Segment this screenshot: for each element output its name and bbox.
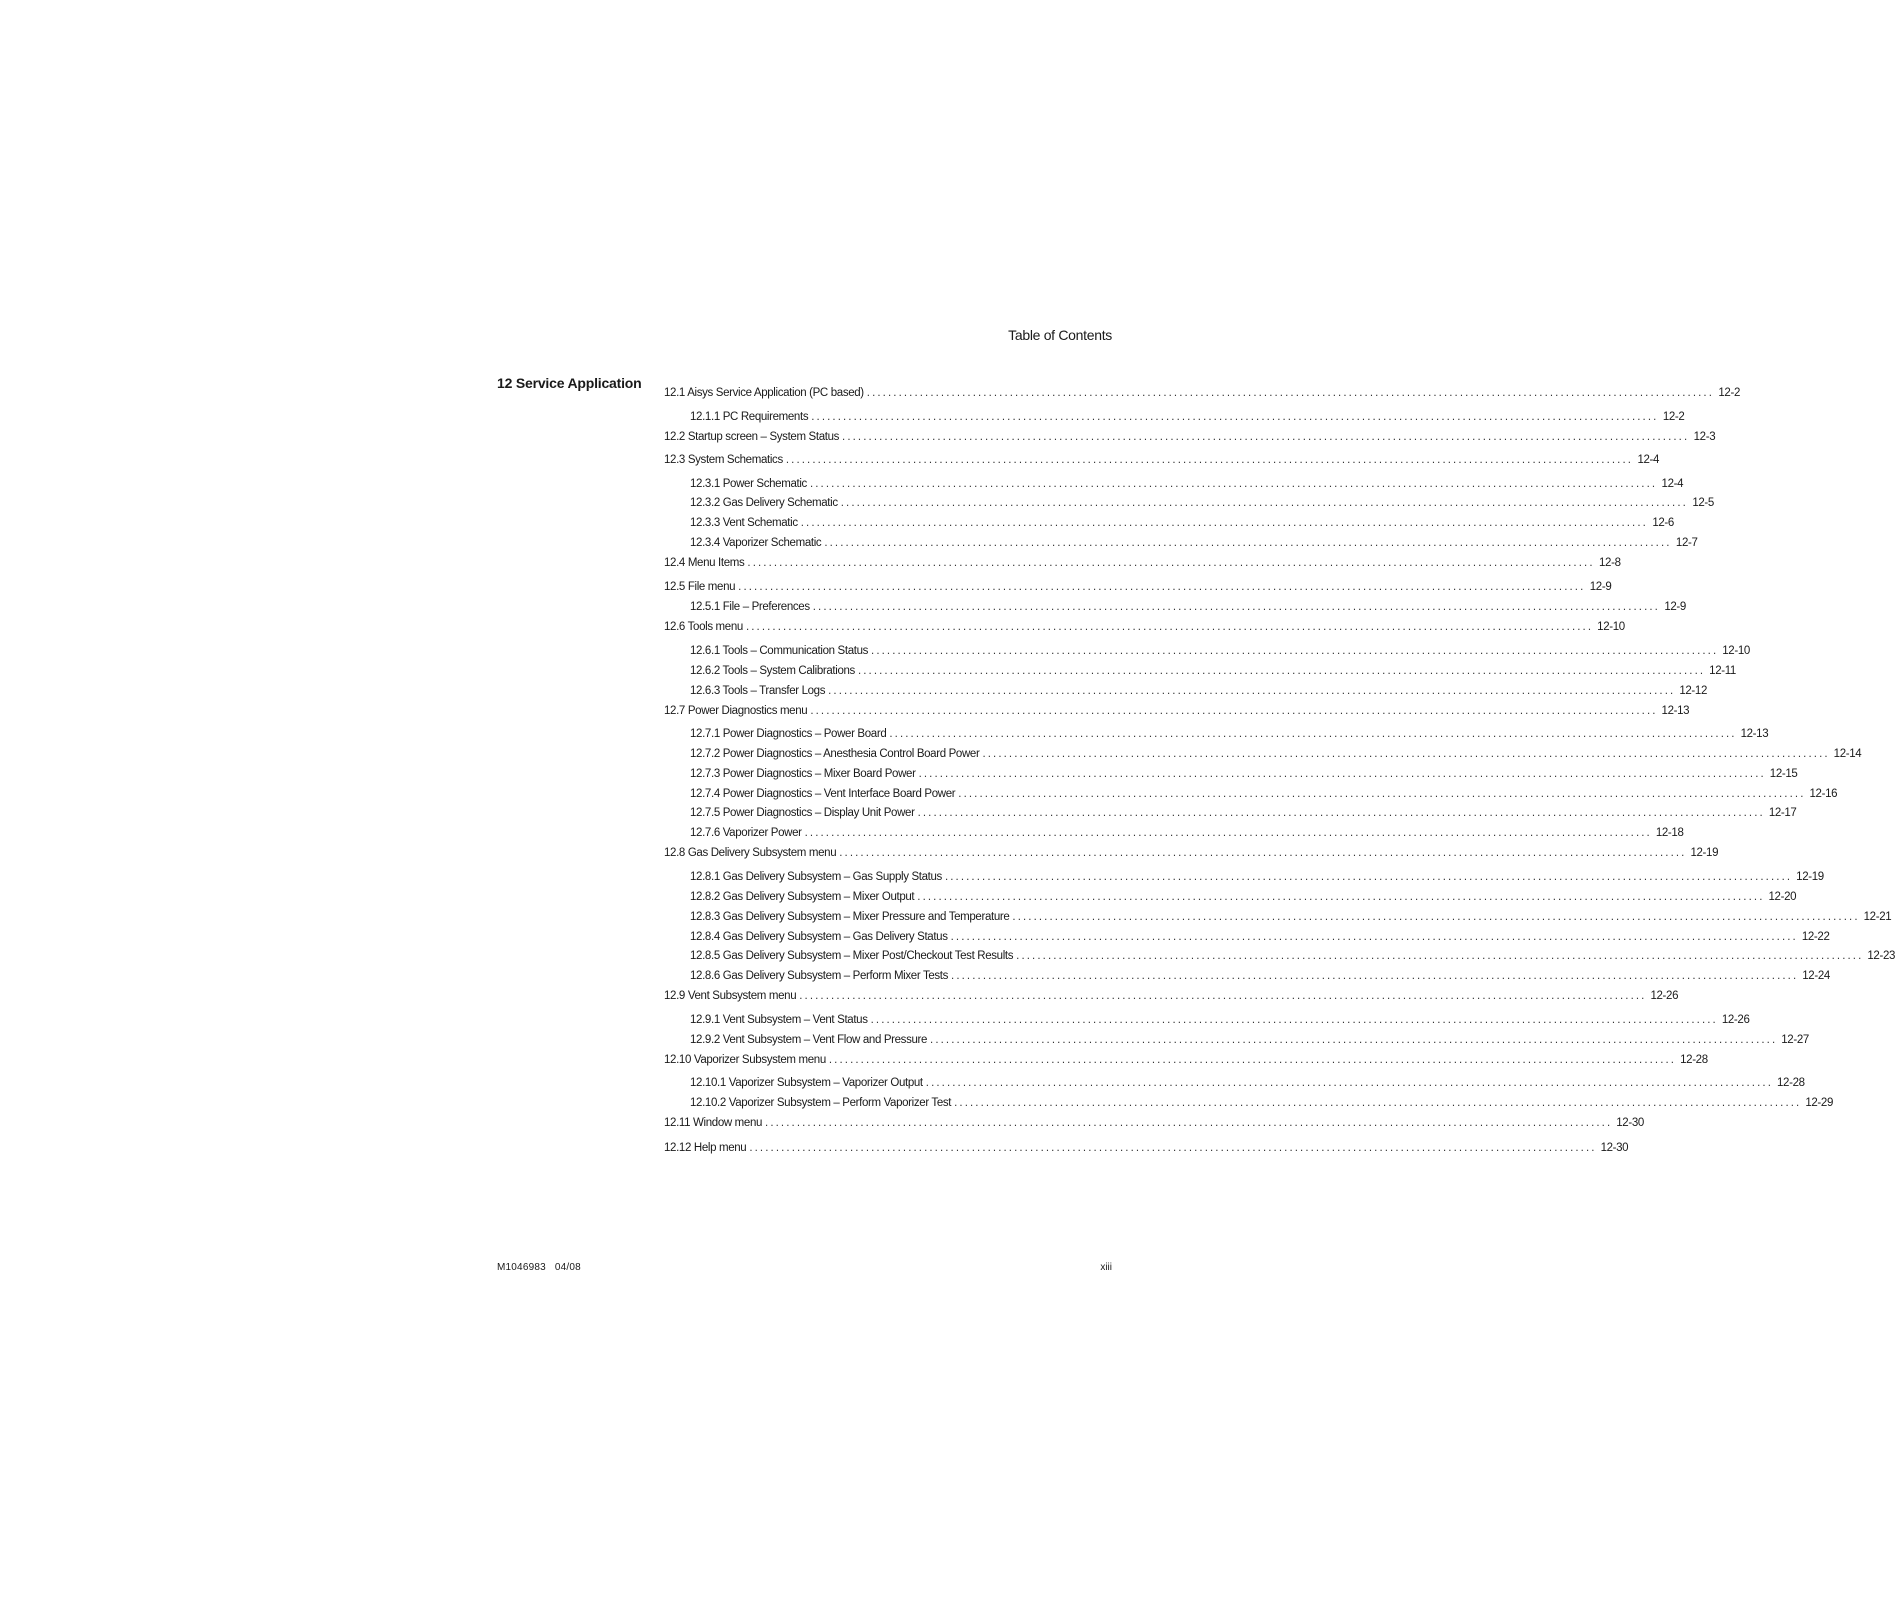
toc-entry-title: 12.12 Help menu [664,1142,747,1154]
toc-entry-title: 12.3.2 Gas Delivery Schematic [690,497,838,509]
toc-entry [664,556,1621,570]
toc-dot-leader: ................................................................................................................................................................ [810,705,1658,717]
toc-dot-leader: ................................................................................................................................................................ [954,1097,1802,1109]
toc-dot-leader: ................................................................................................................................................................ [944,871,1793,883]
toc-dot-leader: ................................................................................................................................................................ [785,454,1634,466]
toc-dot-leader: ................................................................................................................................................................ [749,1142,1597,1154]
toc-dot-leader: ................................................................................................................................................................ [809,478,1658,490]
toc-entry-title: 12.3 System Schematics [664,454,783,466]
toc-entry-page: 12-12 [1679,685,1707,697]
toc-entry [690,664,1736,678]
toc-entry-title: 12.2 Startup screen – System Status [664,431,840,443]
toc-dot-leader: ................................................................................................................................................................ [812,601,1660,613]
toc-entry-title: 12.7.1 Power Diagnostics – Power Board [690,728,887,740]
toc-entry [690,1033,1809,1047]
toc-entry-title: 12.3.3 Vent Schematic [690,517,798,529]
toc-dot-leader: ................................................................................................................................................................ [917,807,1765,819]
toc-entry [690,1013,1750,1027]
toc-entry [690,930,1830,944]
toc-entry-page: 12-24 [1802,970,1830,982]
toc-dot-leader: ................................................................................................................................................................ [738,581,1586,593]
toc-entry-page: 12-9 [1664,601,1686,613]
toc-entry [690,910,1892,924]
toc-dot-leader: ................................................................................................................................................................ [799,990,1647,1002]
toc-entry-page: 12-23 [1867,950,1895,962]
toc-entry-page: 12-17 [1768,807,1797,819]
toc-dot-leader: ................................................................................................................................................................ [828,685,1676,697]
toc-dot-leader: ................................................................................................................................................................ [839,847,1687,859]
toc-entry [664,1053,1708,1067]
toc-entry [690,1076,1805,1090]
toc-dot-leader: ................................................................................................................................................................ [811,411,1659,423]
toc-entry-page: 12-15 [1769,768,1798,780]
toc-entry-page: 12-2 [1662,411,1685,423]
toc-dot-leader: ................................................................................................................................................................ [870,1014,1718,1026]
toc-entry-title: 12.7.4 Power Diagnostics – Vent Interface Board Power [690,788,956,800]
footer-document-number: M1046983 04/08 [497,1262,581,1273]
toc-entry-page: 12-6 [1652,517,1674,529]
toc-dot-leader: ................................................................................................................................................................ [840,497,1688,509]
toc-dot-leader: ................................................................................................................................................................ [1016,950,1864,962]
toc-dot-leader: ................................................................................................................................................................ [800,517,1648,529]
toc-entry-title: 12.9 Vent Subsystem menu [664,990,797,1002]
toc-dot-leader: ................................................................................................................................................................ [857,665,1706,677]
toc-entry-page: 12-30 [1600,1142,1629,1154]
toc-entry [690,1096,1834,1110]
toc-entry-page: 12-13 [1740,728,1769,740]
toc-entry-page: 12-2 [1718,387,1741,399]
toc-entry-page: 12-18 [1655,827,1684,839]
toc-entry-title: 12.7.3 Power Diagnostics – Mixer Board Power [690,768,916,780]
toc-dot-leader: ................................................................................................................................................................ [745,621,1594,633]
toc-entry-title: 12.8 Gas Delivery Subsystem menu [664,847,837,859]
toc-entry-page: 12-8 [1599,557,1621,569]
toc-dot-leader: ................................................................................................................................................................ [918,768,1766,780]
toc-entry [690,727,1769,741]
toc-entry-title: 12.9.1 Vent Subsystem – Vent Status [690,1014,868,1026]
toc-entry [690,477,1684,491]
toc-entry-title: 12.7 Power Diagnostics menu [664,705,808,717]
toc-entry [664,453,1660,467]
toc-entry [690,806,1797,820]
toc-entry-page: 12-22 [1801,931,1830,943]
toc-entry [690,536,1698,550]
toc-entry-title: 12.5 File menu [664,581,736,593]
toc-dot-leader: ................................................................................................................................................................ [804,827,1652,839]
toc-dot-leader: ................................................................................................................................................................ [951,970,1799,982]
toc-entry [664,430,1716,444]
toc-entry [690,496,1714,510]
toc-entry [690,870,1824,884]
toc-dot-leader: ................................................................................................................................................................ [1012,911,1860,923]
chapter-title: 12 Service Application [497,375,642,391]
toc-entry-page: 12-7 [1675,537,1698,549]
toc-entry-title: 12.6.1 Tools – Communication Status [690,645,869,657]
toc-entry-page: 12-29 [1805,1097,1834,1109]
toc-entry [690,949,1895,963]
toc-entry-title: 12.8.1 Gas Delivery Subsystem – Gas Supply Status [690,871,942,883]
toc-entry [690,410,1685,424]
toc-entry-title: 12.6.2 Tools – System Calibrations [690,665,855,677]
toc-entry [690,600,1686,614]
toc-entry-page: 12-16 [1809,788,1838,800]
toc-dot-leader: ................................................................................................................................................................ [842,431,1690,443]
toc-entry-page: 12-4 [1637,454,1660,466]
toc-entry [664,1116,1644,1130]
toc-dot-leader: ................................................................................................................................................................ [747,557,1595,569]
toc-entry-title: 12.8.3 Gas Delivery Subsystem – Mixer Pressure and Temperature [690,911,1010,923]
toc-dot-leader: ................................................................................................................................................................ [866,387,1715,399]
toc-dot-leader: ................................................................................................................................................................ [765,1117,1613,1129]
toc-entry-page: 12-19 [1690,847,1719,859]
toc-entry [664,1141,1629,1155]
toc-entry-title: 12.4 Menu Items [664,557,745,569]
toc-entry-page: 12-10 [1597,621,1625,633]
toc-entry-title: 12.9.2 Vent Subsystem – Vent Flow and Pressure [690,1034,928,1046]
toc-dot-leader: ................................................................................................................................................................ [950,931,1798,943]
toc-entry-title: 12.7.2 Power Diagnostics – Anesthesia Control Board Power [690,748,980,760]
toc-entry-title: 12.7.6 Vaporizer Power [690,827,802,839]
toc-entry-page: 12-28 [1777,1077,1805,1089]
toc-entry [664,704,1690,718]
toc-entry-title: 12.6 Tools menu [664,621,743,633]
toc-entry-title: 12.8.2 Gas Delivery Subsystem – Mixer Output [690,891,915,903]
toc-entry-title: 12.10.2 Vaporizer Subsystem – Perform Vaporizer Test [690,1097,952,1109]
toc-entry-page: 12-4 [1661,478,1684,490]
toc-entry-page: 12-13 [1661,705,1690,717]
toc-entry-page: 12-27 [1781,1034,1809,1046]
toc-entry [664,580,1612,594]
toc-entry-title: 12.10 Vaporizer Subsystem menu [664,1054,826,1066]
toc-entry-title: 12.8.5 Gas Delivery Subsystem – Mixer Post/Checkout Test Results [690,950,1014,962]
toc-entry-page: 12-21 [1863,911,1892,923]
toc-entry-title: 12.5.1 File – Preferences [690,601,810,613]
footer-page-number: xiii [1100,1262,1112,1273]
toc-entry [690,826,1684,840]
toc-entry-title: 12.10.1 Vaporizer Subsystem – Vaporizer Output [690,1077,923,1089]
toc-entry-title: 12.3.1 Power Schematic [690,478,807,490]
toc-entry [690,747,1862,761]
toc-dot-leader: ................................................................................................................................................................ [824,537,1672,549]
toc-dot-leader: ................................................................................................................................................................ [930,1034,1778,1046]
toc-entry-page: 12-11 [1709,665,1736,677]
toc-entry-page: 12-5 [1692,497,1714,509]
toc-entry-page: 12-28 [1680,1054,1708,1066]
toc-entry-page: 12-26 [1721,1014,1750,1026]
toc-entry-title: 12.1.1 PC Requirements [690,411,809,423]
toc-entry-page: 12-10 [1722,645,1750,657]
toc-entry [664,386,1741,400]
toc-entry-title: 12.6.3 Tools – Transfer Logs [690,685,826,697]
toc-entry [690,890,1797,904]
toc-entry [690,684,1707,698]
toc-entry-title: 12.11 Window menu [664,1117,763,1129]
toc-entry-title: 12.1 Aisys Service Application (PC based) [664,387,864,399]
toc-entry-page: 12-14 [1833,748,1862,760]
toc-entry-title: 12.7.5 Power Diagnostics – Display Unit Power [690,807,915,819]
toc-entry [690,787,1838,801]
table-of-contents [664,0,1895,1200]
page-header-title: Table of Contents [1008,327,1112,343]
toc-entry [664,989,1679,1003]
toc-dot-leader: ................................................................................................................................................................ [958,788,1806,800]
toc-entry-title: 12.3.4 Vaporizer Schematic [690,537,822,549]
toc-entry-page: 12-19 [1796,871,1824,883]
toc-entry [690,969,1830,983]
toc-entry [664,620,1625,634]
toc-dot-leader: ................................................................................................................................................................ [917,891,1765,903]
toc-dot-leader: ................................................................................................................................................................ [828,1054,1677,1066]
toc-entry [664,846,1719,860]
toc-entry-page: 12-30 [1616,1117,1644,1129]
toc-dot-leader: ................................................................................................................................................................ [889,728,1737,740]
toc-dot-leader: ................................................................................................................................................................ [871,645,1719,657]
toc-entry-page: 12-9 [1589,581,1612,593]
toc-entry-page: 12-26 [1650,990,1679,1002]
toc-entry-title: 12.8.6 Gas Delivery Subsystem – Perform Mixer Tests [690,970,949,982]
toc-dot-leader: ................................................................................................................................................................ [925,1077,1773,1089]
toc-entry-title: 12.8.4 Gas Delivery Subsystem – Gas Delivery Status [690,931,948,943]
toc-entry-page: 12-3 [1693,431,1716,443]
toc-entry-page: 12-20 [1768,891,1797,903]
toc-entry [690,516,1674,530]
toc-entry [690,644,1750,658]
toc-entry [690,767,1798,781]
toc-dot-leader: ................................................................................................................................................................ [982,748,1830,760]
